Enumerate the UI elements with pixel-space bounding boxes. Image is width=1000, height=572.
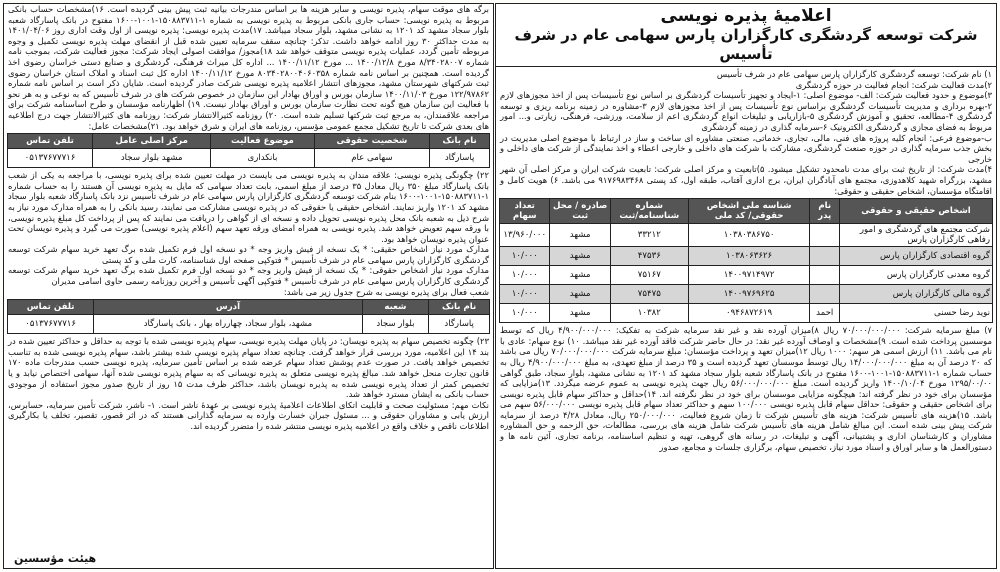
section-main-subject: ۳)موضوع و حدود فعالیت شرکت: الف- موضوع اصلی: ۱-ایجاد و تجهیز تأسیسات گردشگری بر اساس نوع تأسیسات پس از اخذ مجوزهای لازم ۲-بهره برداری و مدیریت تأسیسات گردشگری براساس نوع تأسیسات پس از اخذ مجوزهای لازم ۳-مشاوره در زمینه برنامه ریزی و توسعه گردشگری ۴-مطالعه، تحقیق و آموزش گردشگری ۵-بازاریابی و تبلیغات انواع گردشگری اعم از سلامت، ورزشی، فرهنگی، زیارتی و... امور مربوط به فضای مجازی و گردشگری الکترونیک ۶-سرمایه گذاری در زمینه گردشگری <box>500 90 992 132</box>
table-row <box>500 224 993 247</box>
table-cell: ۷۵۱۶۷ <box>610 266 688 285</box>
signature-founders: هیئت مؤسسین <box>14 552 97 565</box>
section-natural-persons-docs: مدارک مورد نیاز اشخاص حقیقی: * یک نسخه از فیش واریز وجه * دو نسخه اول فرم تکمیل شده برگ تعهد خرید سهام شرکت توسعه گردشگری کارگزاران پارس سهامی عام در شرف تأسیس * فتوکپی صفحه اول شناسنامه، کارت ملی و کد پستی <box>8 244 489 265</box>
ad-title: اعلامیهٔ پذیره نویسی <box>660 6 832 26</box>
table-header-cell: مرکز اصلی عامل <box>93 134 211 149</box>
table-header-cell: اشخاص حقیقی و حقوقی <box>839 199 992 224</box>
table-cell: ۱۰/۰۰۰ <box>500 304 550 323</box>
table-cell <box>810 224 839 247</box>
table-cell: ۱۰/۰۰۰ <box>500 266 550 285</box>
table-cell: مشهد <box>550 266 610 285</box>
table-header-cell: تعداد سهام <box>500 199 550 224</box>
table-header-cell: شماره شناسنامه/ثبت <box>610 199 688 224</box>
table-cell: شرکت مجتمع های گردشگری و امور رفاهی کارگزاران پارس <box>839 224 992 247</box>
table-cell: بانکداری <box>211 149 314 168</box>
table-cell: ۱۰/۰۰۰ <box>500 247 550 266</box>
section-activity-duration: ۲)مدت فعالیت شرکت: انجام فعالیت در حوزه گردشگری <box>795 79 992 90</box>
table-cell: نوید رضا حسنی <box>839 304 992 323</box>
table-cell: گروه مالی کارگزاران پارس <box>839 285 992 304</box>
section-active-branches-heading: شعب فعال برای پذیره نویسی به شرح جدول زیر می باشد: <box>283 286 489 297</box>
table-cell: گروه معدنی کارگزاران پارس <box>839 266 992 285</box>
table-cell: مشهد <box>550 224 610 247</box>
table-cell: ۰۹۴۶۸۷۲۶۱۹ <box>688 304 810 323</box>
table-row <box>500 304 993 323</box>
table-row <box>500 266 993 285</box>
table-cell: ۱۰۳۸۲ <box>610 304 688 323</box>
agent-table-header <box>8 134 490 149</box>
section-subscription-method: ۲۲) چگونگی پذیره نویسی: علاقه مندان به پذیره نویسی می بایست در مهلت تعیین شده برای پذیره نویسی، با مراجعه به یکی از شعب بانک پاسارگاد مبلغ ۳۵۰ ریال معادل ۳۵ درصد از مبلغ اسمی، بابت تعداد سهامی که مایل به پذیره نویسی آن هستند را به حساب شماره ۱-۱۵۰۸۸۳۷۱۱-۱۰۰۱-۱۶۰۰ بنام شرکت توسعه گردشگری کارگزاران پارس سهامی عام در شرف تأسیس نزد بانک پاسارگاد شعبه بلوار سجاد مشهد کد ۱۲۰۱ واریز نمایند. اشخاص حقیقی یا حقوقی که در پذیره نویسی مشارکت می نمایند، رسید بانکی را به همراه مدارک مورد نیاز به شرح ذیل به شعبه بانک محل پذیره نویسی تحویل داده و نسخه ای از گواهی را دریافت می نمایند که پس از پرداخت کل مبلغ پذیره نویسی، با ورقه سهم تعویض خواهد شد. پذیره نویسی به همراه امضای ورقه تعهد سهم (اعلام پذیره نویسی) صورت می گیرد و پذیره نویسان تحت عنوان پذیره نویسان خواهد بود. <box>8 170 490 244</box>
table-header-cell: شعبه <box>362 300 429 315</box>
table-cell: ۴۷۵۳۶ <box>610 247 688 266</box>
agent-table <box>7 133 490 168</box>
founders-table <box>499 198 993 323</box>
table-cell <box>810 247 839 266</box>
table-cell: ۱۴۰۰۹۷۱۴۹۷۲ <box>688 266 810 285</box>
table-cell <box>810 266 839 285</box>
ad-subtitle: شرکت توسعه گردشگری کارگزاران پارس سهامی عام در شرف تأسیس <box>496 26 996 67</box>
section-company-name: ۱) نام شرکت: توسعه گردشگری کارگزاران پارس سهامی عام در شرف تأسیس <box>716 69 992 79</box>
ad-left-column <box>3 3 494 569</box>
table-cell: ۱۰۳۸۰۳۸۶۷۵۰ <box>688 224 810 247</box>
table-header-cell: تلفن تماس <box>8 300 94 315</box>
section-important-notes: نکات مهم: مسئولیت صحت و قابلیت اتکای اطلاعات اعلامیهٔ پذیره نویسی بر عهدهٔ ناشر است. ۱- ناشر، شرکت تأمین سرمایه، حسابرس، ارزش یابی و مشاوران حقوقی و ... مسئول جبران خسارت وارده به سرمایه گذارانی هستند که در اثر قصور، تقصیر، تخلف یا بکارگیری اطلاعات ناقص و خلاف واقع در اعلامیه پذیره نویسی منتشر شده را متضرر گردیده اند. <box>8 399 489 431</box>
table-cell: مشهد بلوار سجاد <box>93 149 211 168</box>
table-cell: سهامی عام <box>314 149 430 168</box>
table-header-cell: موضوع فعالیت <box>211 134 314 149</box>
table-row <box>8 149 490 168</box>
table-cell: مشهد، بلوار سجاد، چهارراه بهار ، بانک پاسارگاد <box>94 315 362 334</box>
table-cell: ۱۴۰۰۹۷۶۹۶۲۵ <box>688 285 810 304</box>
table-cell: مشهد <box>550 247 610 266</box>
section-share-allocation: ۲۳) چگونه تخصیص سهام به پذیره نویسان: در پایان مهلت پذیره نویسی، سهام پذیره نویسی شده با توجه به حداقل و حداکثر تعیین شده در بند ۱۴ این اعلامیه، مورد بررسی قرار خواهد گرفت. چنانچه تعداد سهام پذیره نویسی شده بیشتر باشد، سهام پذیره نویسی شده به تناسب تخصیص خواهد یافت. در صورت عدم پوشش تعداد سهام عرضه شده بر اساس تأمین سرمایه، پذیره نویسی حسب مندرجات ماده ۱۷۰ قانون تجارت منحل خواهد شد. مبالغ پذیره نویسی متعلق به پذیره نویسانی که به سهام پذیره نویسی شده آنها، سهامی اختصاص نیابد و یا تخصیص کمتر از تعداد پذیره نویسی شده به پذیره نویسان باشد، حداکثر ظرف مدت ۱۵ روز از تاریخ صدور مجوز استفاده از موجودی حساب بانکی به ایشان مسترد خواهد شد. <box>8 336 489 400</box>
table-cell: ۰۵۱۳۷۶۷۷۷۱۶ <box>8 315 94 334</box>
table-header-cell: نام بانک <box>430 134 490 149</box>
branch-table <box>7 299 490 334</box>
table-cell: ۱۰/۰۰۰ <box>500 285 550 304</box>
table-header-cell: تلفن تماس <box>8 134 93 149</box>
table-cell: ۰۵۱۳۷۶۷۷۷۱۶ <box>8 149 93 168</box>
ad-right-column <box>495 3 997 569</box>
table-header-cell: نام پدر <box>810 199 839 224</box>
table-cell: احمد <box>810 304 839 323</box>
table-header-cell: نام بانک <box>429 300 490 315</box>
section-capital-and-commitments: ۷) مبلغ سرمایه شرکت: ۷۰/۰۰۰/۰۰۰/۰۰۰ ریال ۸)میزان آورده نقد و غیر نقد سرمایه شرکت به تفکیک: ۴/۹۰۰/۰۰۰/۰۰۰ ریال که توسط موسسین پرداخت شده است. ۹)مشخصات و اوصاف آورده غیر نقد: در حال حاضر شرکت فاقد آورده غیر نقد میباشد. ۱۰) نوع سهام: عادی با نام می باشد. ۱۱) ارزش اسمی هر سهم: ۱۰۰۰ ریال ۱۲)میزان تعهد و پرداخت مؤسسان: مبلغ سرمایه شرکت ۷۰/۰۰۰/۰۰۰/۰۰۰ ریال می باشد که ۲۰ درصد آن به مبلغ ۱۴/۰۰۰/۰۰۰/۰۰۰ ریال توسط موسسان تعهد گردیده است و ۳۵ درصد از مبلغ تعهدی، به مبلغ ۴/۹۰۰/۰۰۰/۰۰۰ ریال به حساب شماره ۱-۱۵۰۸۸۳۷۱۱-۱۰۰۱-۱۶۰۰ مفتوح در بانک پاسارگاد شعبه بلوار سجاد مشهد کد ۱۲۰۱ به نشانی مشهد، بلوار سجاد، طبق گواهی ۱۲۹۵/۰۰/۰۰ مورخ ۱۴۰۰/۱۰/۰۴ واریز گردیده است. مبلغ ۵۶/۰۰۰/۰۰۰/۰۰۰ ریال جهت پذیره نویسی به عموم عرضه میگردد. ۱۳)مزایایی که مؤسسان برای خود در نظر گرفته اند: هیچگونه مزایایی موسسان برای خود در نظر نگرفته اند. ۱۴)حداقل و حداکثر سهام قابل پذیره نویسی برای اشخاص حقیقی و حقوقی: حداقل سهام قابل پذیره نویسی ۱۰۰/۰۰۰ سهم و حداکثر تعداد سهام قابل پذیره نویسی ۵۶/۰۰۰/۰۰۰ سهم می باشد. ۱۵)هزینه های تأسیس شرکت: هزینه های تأسیس شرکت تا زمان شروع فعالیت، ۲۵۰/۰۰۰/۰۰۰ ریال، معادل ۴/۲۸ درصد از سرمایه شرکت پیش بینی شده است. این مبالغ شامل هزینه های تأسیس شرکت شامل هزینه های بررسی، مطالعات، حق الزحمه و حق المشاوره مشاوران و کارشناسان اداری و پشتیبانی، آگهی و تبلیغات، در رسانه های گروهی، تهیه و تنظیم اساسنامه، برنامه تجاری، آئین نامه ها و دستورالعمل ها و سایر اوراق و اسناد مورد نیاز، تخصیص سهام، برگزاری جلسات و مجامع، صدور <box>500 325 993 452</box>
table-cell: پاسارگاد <box>429 315 490 334</box>
table-cell: مشهد <box>550 304 610 323</box>
table-header-cell: صادره / محل ثبت <box>550 199 610 224</box>
section-bank-account-and-licenses: برگه های موقت سهام، پذیره نویسی و سایر هزینه ها بر اساس مندرجات بیانیه ثبت پیش بینی گردیده است. ۱۶)مشخصات حساب بانکی مربوط به پذیره نویسی: حساب جاری بانکی مربوط به پذیره نویسی به شماره ۱-۱۵۰۸۸۳۷۱۱-۱۰۰۱-۱۶۰۰ مفتوح در بانک پاسارگاد شعبه بلوار سجاد مشهد کد ۱۲۰۱ به نشانی مشهد، بلوار سجاد میباشد. ۱۷)مدت پذیره نویسی: پذیره نویسی از اول وقت اداری روز ۱۴۰۱/۰۴/۰۶ به مدت حداکثر ۳۰ روز ادامه خواهد داشت. تذکر: چنانچه سقف سرمایه تعیین شده قبل از انقضای مهلت پذیره نویسی تکمیل و وجوه مربوطه تأمین گردد، عملیات پذیره نویسی متوقف خواهد شد ۱۸)مجوز/ موافقت اصولی ایجاد شرکت: مجوز فعالیت شرکت، بموجب نامه شماره ۸/۳۴۰۲۸۰۰۷ مورخ ۱۴۰۰/۱۲/۸ ... مورخ ۱۴۰۰/۱۱/۱۲ ... اداره کل میراث فرهنگی، گردشگری و صنایع دستی خراسان رضوی اخذ گردیده است. همچنین بر اساس نامه شماره ۸۰۳۴۰۲۸۰۰۴۰۶۰۳۵۸ مورخ ۱۴۰۰/۱۱/۱۲ اداره کل ثبت اسناد و املاک استان خراسان رضوی ثبت شرکتهای شهرستان مشهد، مجوزهای انتشار اعلامیه پذیره نویسی شرکت صادر گردیده است. شایان ذکر است بر اساس نامه شماره ۱۲۲/۹۷۸۶۲ مورخ ۱۴۰۰/۱۱/۰۳ سازمان بورس و اوراق بهادار این سازمان در خصوص شرکت های در شرف تأسیس که به نوعی و به هر نحو با فعالیت این سازمان هیچ گونه تحت نظارت سازمان بورس و اوراق بهادار نیست. ۱۹) اظهارنامه مؤسسان و طرح اساسنامه شرکت برای مراجعه علاقمندان، به مرجع ثبت شرکتها تسلیم شده است. ۲۰) روزنامه کثیرالانتشار شرکت: روزنامه های کثیرالانتشار جهت درج اطلاعیه های بعدی شرکت تا تاریخ تشکیل مجمع عمومی مؤسس، روزنامه های ایران و شرق خواهد بود. ۲۱)مشخصات عامل: <box>8 4 490 131</box>
table-cell <box>810 285 839 304</box>
section-legal-persons-docs: مدارک مورد نیاز اشخاص حقوقی: * یک نسخه از فیش واریز وجه * دو نسخه اول فرم تکمیل شده برگ تعهد خرید سهام شرکت توسعه گردشگری کارگزاران پارس سهامی عام در شرف تأسیس * فتوکپی آگهی تأسیس و آخرین روزنامه رسمی حاوی اسامی مدیران <box>8 265 489 287</box>
table-row <box>500 285 993 304</box>
table-header-cell: آدرس <box>94 300 362 315</box>
table-header-cell: شناسه ملی اشخاص حقوقی/ کد ملی <box>688 199 810 224</box>
table-row <box>500 247 993 266</box>
founders-table-header <box>500 199 993 224</box>
table-cell: ۷۵۴۷۵ <box>610 285 688 304</box>
table-cell: بلوار سجاد <box>362 315 429 334</box>
table-cell: ۱۰۳۸۰۶۳۶۲۶ <box>688 247 810 266</box>
table-cell: ۳۳۲۱۲ <box>610 224 688 247</box>
table-row <box>8 315 490 334</box>
table-cell: گروه اقتصادی کارگزاران پارس <box>839 247 992 266</box>
section-duration-and-address: ۴)مدت شرکت: از تاریخ ثبت برای مدت نامحدود تشکیل میشود. ۵)تابعیت و مرکز اصلی شرکت: تابعیت شرکت ایران و مرکز اصلی آن شهر مشهد، بزرگراه شهید کلاهدوزی، مجتمع های آبادگران ایران، برج اداری آفتاب، طبقه اول، کد پستی ۹۱۷۶۹۸۳۴۶۸ می باشد. ۶) هویت کامل و اقامتگاه مؤسسان، اشخاص حقیقی و حقوقی: <box>500 164 992 196</box>
table-cell: پاسارگاد <box>430 149 490 168</box>
table-cell: ۱۳/۹۶۰/۰۰۰ <box>500 224 550 247</box>
branch-table-header <box>8 300 490 315</box>
table-header-cell: شخصیت حقوقی <box>314 134 430 149</box>
section-sub-subject: ب-موضوع فرعی: انجام کلیه پروژه های فنی، مالی، تجاری، خدماتی، صنعتی مشاوره ای ساخت و ساز در ارتباط با موضوع اصلی مدیریت در بخش جذب سرمایه گذاری در حوزه صنعت گردشگری، مشارکت با شرکت های داخلی و خارجی اعطاء و اخذ نمایندگی از شرکت های داخلی و خارجی <box>500 132 992 164</box>
table-cell: مشهد <box>550 285 610 304</box>
